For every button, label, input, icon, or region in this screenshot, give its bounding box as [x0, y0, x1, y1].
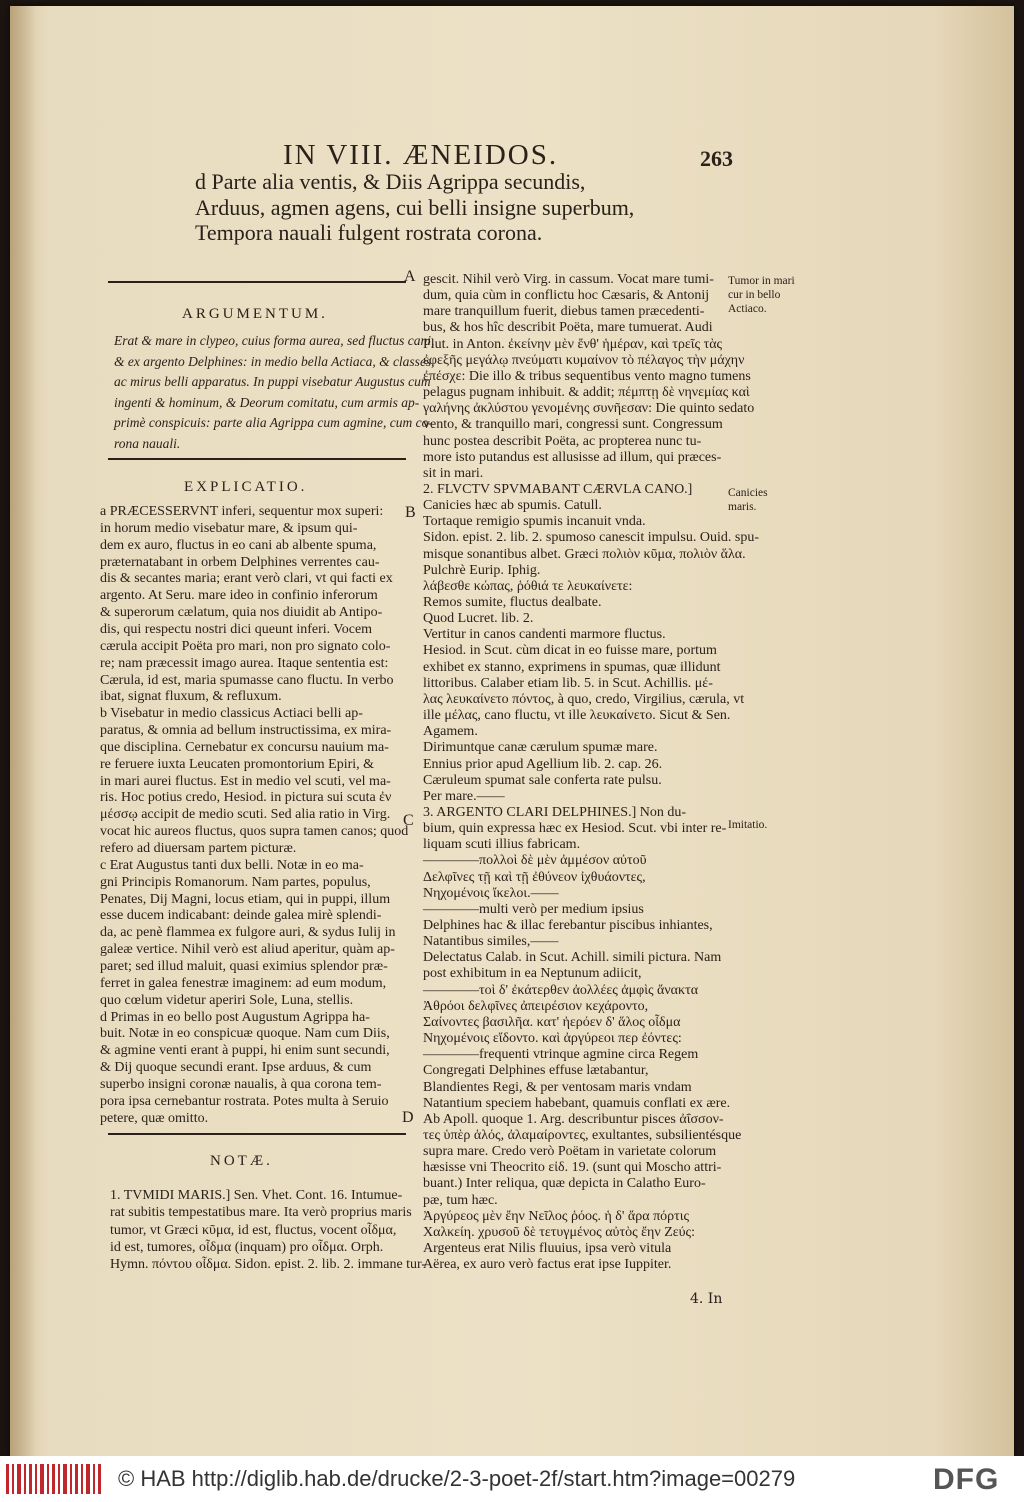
- explicatio-line: paratus, & omnia ad bellum instructissima, ex mira-: [100, 723, 392, 739]
- commentary-line: ille μέλας, cano fluctu, vt ille λευκαίνετο. Sicut & Sen.: [423, 708, 731, 724]
- commentary-line: Congregati Delphines effuse lætabantur,: [423, 1063, 649, 1079]
- commentary-line: Νηχομένοις εἴδοντο. καὶ ἀργύρεοι περ ἐόντες:: [423, 1031, 682, 1047]
- commentary-line: ἐφεξῆς μεγάλῳ πνεύματι κυμαίνον τὸ πέλαγος τὴν μάχην: [423, 352, 745, 368]
- explicatio-line: ibat, signat fluxum, & refluxum.: [100, 689, 282, 705]
- commentary-line: Quod Lucret. lib. 2.: [423, 611, 534, 627]
- section-rule: [108, 281, 406, 283]
- explicatio-line: ris. Hoc potius credo, Hesiod. in pictura sui scuta ἐν: [100, 790, 392, 806]
- commentary-line: ἐπέσχε: Die illo & tribus sequentibus vento magno tumens: [423, 368, 751, 384]
- notae-line: 1. TVMIDI MARIS.] Sen. Vhet. Cont. 16. Intumue-: [110, 1188, 403, 1203]
- commentary-line: misque sonantibus albet. Græci πολιὸν κῦμα, πολιὸν ἅλα.: [423, 546, 746, 562]
- argumentum-line: & ex argento Delphines: in medio bella Actiaca, & classes,: [114, 353, 435, 369]
- explicatio-line: & Dij quoque secundi erant. Ipse arduus, & cum: [100, 1060, 372, 1076]
- argumentum-line: primè conspicuis: parte alia Agrippa cum agmine, cum co-: [114, 415, 433, 431]
- page-gutter-shade: [10, 6, 36, 1456]
- commentary-line: liquam scuti illius fabricam.: [423, 837, 581, 853]
- notae-line: Hymn. πόντου οἶδμα. Sidon. epist. 2. lib. 2. immane tur-: [110, 1257, 427, 1273]
- argumentum-line: rona nauali.: [114, 436, 181, 451]
- commentary-line: 3. ARGENTO CLARI DELPHINES.] Non du-: [423, 804, 687, 820]
- commentary-line: gescit. Nihil verò Virg. in cassum. Vocat mare tumi-: [423, 272, 714, 287]
- commentary-line: Νηχομένοις ἴκελοι.——: [423, 885, 559, 901]
- explicatio-line: Cærula, id est, maria spumasse cano fluctu. In verbo: [100, 672, 394, 688]
- explicatio-line: re feruere iuxta Leucaten promontorium Epiri, &: [100, 756, 375, 772]
- verse-line: d Parte alia ventis, & Diis Agrippa secundis,: [195, 169, 586, 194]
- explicatio-line: dis, qui respectu nostri dici queunt inferi. Vocem: [100, 621, 373, 637]
- commentary-line: Ἀργύρεος μὲν ἔην Νεῖλος ῥόος. ἡ δ' ἄρα πόρτις: [423, 1208, 690, 1224]
- commentary-line: ————frequenti vtrinque agmine circa Regem: [423, 1047, 699, 1063]
- argumentum-line: ingenti & hominum, & Deorum comitatu, cum armis ap-: [114, 394, 420, 410]
- explicatio-line: re; nam præcessit imago aurea. Itaque sententia est:: [100, 655, 389, 671]
- notae-line: tumor, vt Græci κῦμα, id est, fluctus, vocent οἶδμα,: [110, 1222, 397, 1238]
- commentary-line: Delectatus Calab. in Scut. Achill. simili pictura. Nam: [423, 950, 722, 966]
- commentary-line: bium, quin expressa hæc ex Hesiod. Scut. vbi inter re-: [423, 821, 727, 837]
- commentary-line: Delphines hac & illac ferebantur piscibus inhiantes,: [423, 918, 713, 933]
- commentary-line: Argenteus erat Nilis fluuius, ipsa verò vitula: [423, 1241, 672, 1256]
- explicatio-line: vocat hic aureos fluctus, quos supra tamen canos; quod: [100, 824, 409, 840]
- explicatio-line: in mari aurei fluctus. Est in medio vel scuti, vel ma-: [100, 773, 391, 789]
- explicatio-line: gni Principis Romanorum. Nam partes, populus,: [100, 874, 371, 890]
- commentary-line: Natantium speciem habebant, quamuis conflati ex ære.: [423, 1095, 731, 1111]
- explicatio-line: argento. At Seru. mare ideo in confinio inferorum: [100, 588, 378, 604]
- commentary-line: λάβεσθε κώπας, ῥόθιά τε λευκαίνετε:: [423, 578, 633, 594]
- explicatio-line: & agmine venti erant à puppi, hi enim sunt secundi,: [100, 1043, 390, 1059]
- explicatio-line: buit. Notæ in eo conspicuæ quoque. Nam cum Diis,: [100, 1026, 390, 1042]
- explicatio-line: dem ex auro, fluctus in eo cani ab albente spuma,: [100, 537, 377, 553]
- commentary-line: ————τοὶ δ' ἐκάτερθεν ἀολλέες ἀμφὶς ἄνακτα: [423, 982, 699, 998]
- explicatio-line: que disciplina. Cernebatur ex concursu nauium ma-: [100, 739, 389, 755]
- book-page: [10, 6, 1014, 1456]
- notae-line: rat subitis tempestatibus mare. Ita verò proprius maris: [110, 1205, 412, 1221]
- barcode-icon: [4, 1462, 104, 1496]
- commentary-line: vento, & tranquillo mari, congressi sunt. Congressum: [423, 417, 723, 433]
- explicatio-line: esse ducem indicabant: deinde galea mirè splendi-: [100, 908, 382, 924]
- commentary-line: Plut. in Anton. ἐκείνην μὲν ἔνθ' ἡμέραν, καὶ τρεῖς τὰς: [423, 336, 723, 352]
- commentary-line: post exhibitum in ea Neptunum adiicit,: [423, 966, 642, 982]
- commentary-line: Per mare.——: [423, 788, 505, 804]
- running-head: IN VIII. ÆNEIDOS.: [283, 139, 559, 171]
- commentary-line: Dirimuntque canæ cærulum spumæ mare.: [423, 740, 658, 756]
- verse-line: Arduus, agmen agens, cui belli insigne superbum,: [195, 195, 635, 220]
- explicatio-line: pora ipsa cernebantur rostrata. Potes multa à Seruio: [100, 1093, 389, 1109]
- verse-line: Tempora nauali fulgent rostrata corona.: [195, 220, 543, 245]
- explicatio-line: da, ac penè flammea ex fulgore auri, & sydus Iulij in: [100, 925, 396, 941]
- explicatio-line: quo cœlum videtur aperiri Sole, Luna, stellis.: [100, 992, 354, 1008]
- explicatio-line: d Primas in eo bello post Augustum Agrippa ha-: [100, 1009, 370, 1025]
- commentary-line: pæ, tum hæc.: [423, 1192, 498, 1208]
- commentary-line: τες ὑπὲρ ἁλός, ἀλαμαίροντες, exultantes, subsilientésque: [423, 1127, 742, 1143]
- commentary-line: Agamem.: [423, 724, 478, 740]
- explicatio-line: præternatabant in orbem Delphines verrentes cau-: [100, 554, 380, 570]
- commentary-line: 2. FLVCTV SPVMABANT CÆRVLA CANO.]: [423, 481, 693, 497]
- commentary-line: Tortaque remigio spumis incanuit vnda.: [423, 514, 646, 530]
- commentary-line: pelagus pugnam inhibuit. & addit; πέμπτῃ δὲ νηνεμίας καὶ: [423, 385, 750, 401]
- commentary-line: Sidon. epist. 2. lib. 2. spumoso canescit impulsu. Ouid. spu-: [423, 530, 759, 546]
- commentary-line: ————πολλοὶ δὲ μὲν ἀμμέσον αὐτοῦ: [423, 853, 647, 869]
- explicatio-line: petere, quæ omitto.: [100, 1110, 209, 1126]
- explicatio-line: in horum medio visebatur mare, & ipsum qui-: [100, 520, 358, 536]
- explicatio-line: c Erat Augustus tanti dux belli. Notæ in eo ma-: [100, 857, 364, 873]
- argumentum-line: ac mirus belli apparatus. In puppi visebatur Augustus cum: [114, 374, 431, 390]
- notae-heading: NOTÆ.: [210, 1153, 273, 1169]
- section-rule: [108, 458, 406, 460]
- notae-line: id est, tumores, οἶδμα (inquam) pro οἶδμα. Orph.: [110, 1239, 384, 1255]
- commentary-line: sit in mari.: [423, 465, 484, 481]
- commentary-line: Canicies hæc ab spumis. Catull.: [423, 498, 602, 514]
- section-marker: B: [405, 504, 416, 521]
- commentary-line: hæsisse vni Theocrito εἰδ. 19. (sunt qui Moscho attri-: [423, 1160, 722, 1176]
- commentary-line: Natantibus similes,——: [423, 934, 559, 950]
- page-number: 263: [700, 146, 733, 171]
- section-marker: D: [402, 1109, 414, 1126]
- commentary-line: Hesiod. in Scut. cùm dicat in eo fuisse mare, portum: [423, 643, 717, 659]
- commentary-line: buant.) Inter reliqua, quæ depicta in Calatho Euro-: [423, 1176, 706, 1192]
- commentary-line: dum, quia cùm in conflictu hoc Cæsaris, & Antonij: [423, 288, 710, 304]
- explicatio-line: cærula accipit Poëta pro mari, non pro signato colo-: [100, 638, 391, 654]
- commentary-line: Cæruleum spumat sale conferta rate pulsu.: [423, 772, 662, 788]
- commentary-line: Ennius prior apud Agellium lib. 2. cap. 26.: [423, 756, 663, 772]
- commentary-line: Pulchrè Eurip. Iphig.: [423, 562, 541, 578]
- argumentum-line: Erat & mare in clypeo, cuius forma aurea, sed fluctus cani,: [114, 333, 435, 348]
- commentary-line: supra mare. Credo verò Poëtam in varietate colorum: [423, 1144, 717, 1160]
- commentary-line: γαλήνης ἀκλύστου γενομένης συνῆεσαν: Die quinto sedato: [423, 401, 755, 417]
- explicatio-line: μέσσῳ accipit de medio scuti. Sed alia ratio in Virg.: [100, 807, 391, 823]
- section-rule: [108, 1133, 406, 1135]
- margin-note: Tumor in mari cur in bello Actiaco.: [728, 275, 795, 315]
- explicatio-heading: EXPLICATIO.: [184, 479, 308, 495]
- explicatio-line: dis & secantes maria; erant verò clari, vt qui facti ex: [100, 571, 393, 587]
- explicatio-line: refero ad diuersam partem picturæ.: [100, 841, 297, 856]
- commentary-line: λας λευκαίνετο πόντος, à quo, credo, Virgilius, cærula, vt: [423, 691, 745, 707]
- commentary-line: ————multi verò per medium ipsius: [423, 901, 644, 917]
- commentary-line: Ab Apoll. quoque 1. Arg. describuntur pisces ἀΐσσον-: [423, 1111, 724, 1127]
- commentary-line: exhibet ex stanno, exprimens in spumas, quæ illidunt: [423, 659, 721, 675]
- argumentum-heading: ARGUMENTUM.: [182, 306, 328, 322]
- copyright-url[interactable]: © HAB http://diglib.hab.de/drucke/2-3-poet-2f/start.htm?image=00279: [118, 1466, 796, 1491]
- commentary-line: littoribus. Calaber etiam lib. 5. in Scut. Achillis. μέ-: [423, 675, 713, 691]
- commentary-line: Blandientes Regi, & per ventosam maris vndam: [423, 1079, 692, 1095]
- section-marker: C: [403, 812, 414, 829]
- commentary-line: more isto putandus est allusisse ad illum, qui præces-: [423, 449, 722, 465]
- commentary-line: Vertitur in canos candenti marmore fluctus.: [423, 627, 666, 643]
- explicatio-line: ferret in galea fenestræ imaginem: ad eum modum,: [100, 975, 387, 991]
- commentary-line: Χαλκείη. χρυσοῦ δὲ τετυγμένος αὐτὸς ἔην Ζεύς:: [423, 1224, 695, 1240]
- commentary-line: Σαίνοντες βασιλῆα. κατ' ἠερόεν δ' ἅλος οἶδμα: [423, 1014, 681, 1030]
- explicatio-line: paret; sed illud maluit, quasi eximius splendor præ-: [100, 958, 388, 974]
- explicatio-line: b Visebatur in medio classicus Actiaci belli ap-: [100, 706, 363, 722]
- explicatio-line: galeæ vertice. Nihil verò est aliud aperitur, quàm ap-: [100, 942, 395, 958]
- explicatio-line: & superorum cælatum, quia nos diuidit ab Antipo-: [100, 605, 383, 621]
- commentary-line: Aërea, ex auro verò factus erat ipse Iuppiter.: [423, 1257, 672, 1273]
- catchword: 4. In: [690, 1291, 723, 1307]
- explicatio-line: Penates, Dij Magni, locus etiam, qui in puppi, illum: [100, 891, 391, 907]
- explicatio-line: superbo insigni coronæ naualis, à qua corona tem-: [100, 1076, 382, 1092]
- commentary-line: Δελφῖνες τῇ καὶ τῇ ἐθύνεον ἰχθυάοντες,: [423, 869, 646, 885]
- commentary-line: mare tranquillum fuerit, diebus tamen præcedenti-: [423, 304, 705, 320]
- commentary-line: Ἀθρόοι δελφῖνες ἀπειρέσιον κεχάροντο,: [423, 998, 649, 1014]
- margin-note: Imitatio.: [728, 819, 768, 831]
- commentary-line: hunc postea describit Poëta, ac propterea nunc tu-: [423, 433, 702, 449]
- commentary-line: Remos sumite, fluctus dealbate.: [423, 595, 602, 610]
- commentary-line: bus, & hos hîc describit Poëta, mare tumuerat. Audi: [423, 320, 713, 336]
- dfg-logo: DFG: [933, 1463, 1000, 1496]
- explicatio-line: a PRÆCESSERVNT inferi, sequentur mox superi:: [100, 504, 384, 519]
- section-marker: A: [404, 268, 416, 285]
- margin-note: Canicies maris.: [728, 487, 768, 513]
